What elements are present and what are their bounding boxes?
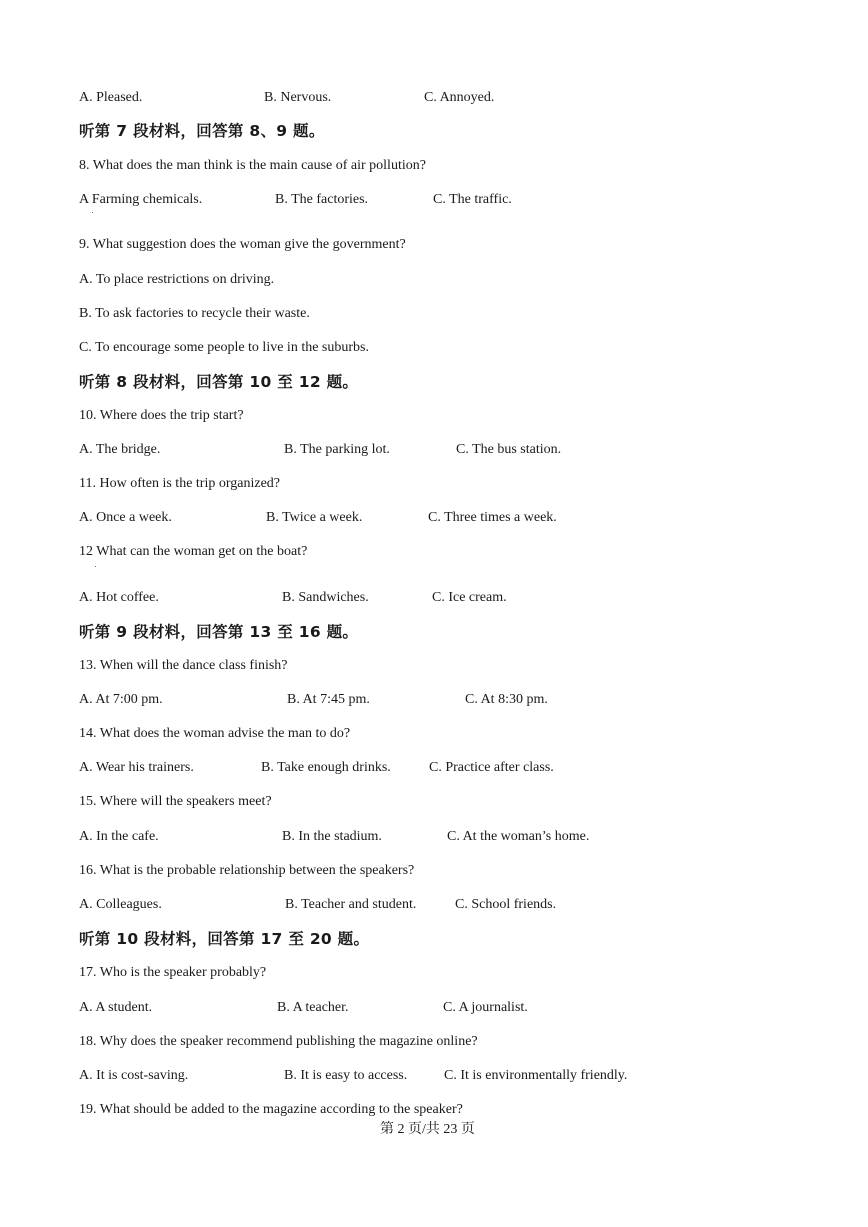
question-14: 14. What does the woman advise the man to do? [79,726,351,741]
question-13-option-c: C. At 8:30 pm. [465,692,548,707]
question-14-option-b: B. Take enough drinks. [261,760,391,775]
question-13: 13. When will the dance class finish? [79,658,288,673]
question-10-option-a: A. The bridge. [79,442,161,457]
option-b: B. Nervous. [264,90,332,105]
question-8-option-a: A Farming chemicals. [79,192,203,207]
question-15-option-a: A. In the cafe. [79,829,159,844]
question-8-option-b: B. The factories. [275,192,369,207]
question-9: 9. What suggestion does the woman give the government? [79,237,406,252]
question-10: 10. Where does the trip start? [79,408,244,423]
page-number: 第 2 页/共 23 页 [380,1122,475,1137]
question-13-option-b: B. At 7:45 pm. [287,692,370,707]
question-8: 8. What does the man think is the main cause of air pollution? [79,158,426,173]
question-9-option-b: B. To ask factories to recycle their waste. [79,306,310,321]
question-18-option-c: C. It is environmentally friendly. [444,1068,628,1083]
question-10-option-c: C. The bus station. [456,442,562,457]
question-11: 11. How often is the trip organized? [79,476,281,491]
question-17-option-b: B. A teacher. [277,1000,349,1015]
option-a: A. Pleased. [79,90,143,105]
question-15-option-b: B. In the stadium. [282,829,382,844]
question-16: 16. What is the probable relationship between the speakers? [79,863,415,878]
question-16-option-b: B. Teacher and student. [285,897,417,912]
question-16-option-c: C. School friends. [455,897,557,912]
question-15: 15. Where will the speakers meet? [79,794,272,809]
question-12-option-c: C. Ice cream. [432,590,507,605]
question-17-option-a: A. A student. [79,1000,153,1015]
question-12-option-a: A. Hot coffee. [79,590,159,605]
question-9-option-c: C. To encourage some people to live in the suburbs. [79,340,369,355]
question-8-option-c: C. The traffic. [433,192,512,207]
question-16-option-a: A. Colleagues. [79,897,162,912]
stray-mark [92,212,93,213]
question-14-option-c: C. Practice after class. [429,760,554,775]
section-heading-7: 听第 7 段材料，回答第 8、9 题。 [79,122,325,140]
question-11-option-b: B. Twice a week. [266,510,363,525]
section-heading-10: 听第 10 段材料，回答第 17 至 20 题。 [79,930,370,948]
question-12: 12 What can the woman get on the boat? [79,544,308,559]
stray-mark [95,566,96,567]
question-15-option-c: C. At the woman’s home. [447,829,590,844]
question-11-option-a: A. Once a week. [79,510,172,525]
question-18: 18. Why does the speaker recommend publishing the magazine online? [79,1034,478,1049]
question-14-option-a: A. Wear his trainers. [79,760,194,775]
question-13-option-a: A. At 7:00 pm. [79,692,163,707]
question-18-option-b: B. It is easy to access. [284,1068,408,1083]
question-17: 17. Who is the speaker probably? [79,965,267,980]
question-10-option-b: B. The parking lot. [284,442,390,457]
question-12-option-b: B. Sandwiches. [282,590,369,605]
section-heading-8: 听第 8 段材料，回答第 10 至 12 题。 [79,373,359,391]
question-9-option-a: A. To place restrictions on driving. [79,272,275,287]
question-18-option-a: A. It is cost-saving. [79,1068,189,1083]
question-11-option-c: C. Three times a week. [428,510,557,525]
section-heading-9: 听第 9 段材料，回答第 13 至 16 题。 [79,623,359,641]
question-19: 19. What should be added to the magazine according to the speaker? [79,1102,463,1117]
option-c: C. Annoyed. [424,90,495,105]
question-17-option-c: C. A journalist. [443,1000,528,1015]
